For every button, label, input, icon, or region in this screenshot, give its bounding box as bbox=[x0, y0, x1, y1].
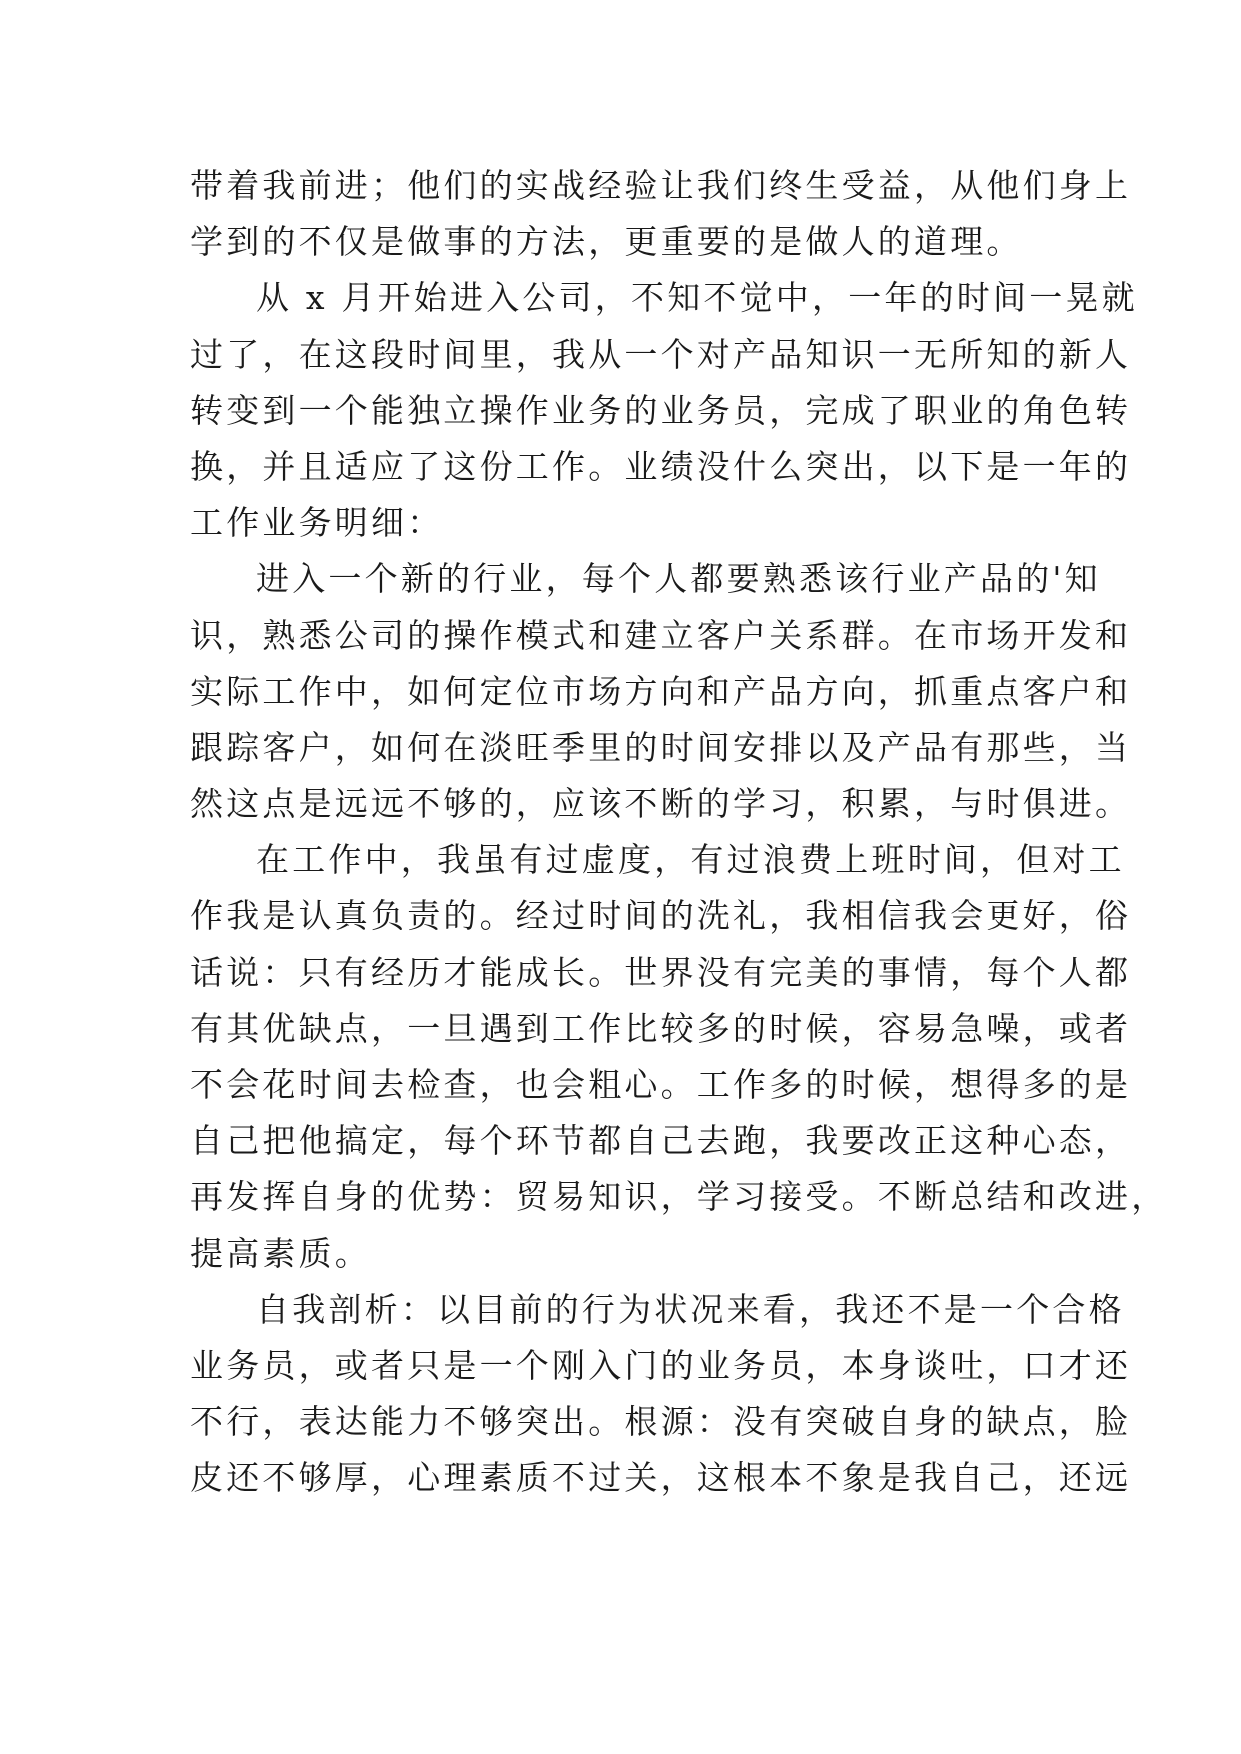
text-line: 不行，表达能力不够突出。根源：没有突破自身的缺点，脸 bbox=[190, 1402, 1132, 1442]
paragraph-first-line: 从 x 月开始进入公司，不知不觉中，一年的时间一晃就 bbox=[256, 278, 1138, 318]
text-line: 作我是认真负责的。经过时间的洗礼，我相信我会更好，俗 bbox=[190, 896, 1132, 936]
text-line: 再发挥自身的优势：贸易知识，学习接受。不断总结和改进， bbox=[190, 1177, 1168, 1217]
text-line: 识，熟悉公司的操作模式和建立客户关系群。在市场开发和 bbox=[190, 615, 1132, 655]
paragraph-first-line: 在工作中，我虽有过虚度，有过浪费上班时间，但对工 bbox=[256, 840, 1125, 880]
paragraph-first-line: 进入一个新的行业，每个人都要熟悉该行业产品的'知 bbox=[256, 559, 1101, 599]
text-line: 换，并且适应了这份工作。业绩没什么突出，以下是一年的 bbox=[190, 446, 1132, 486]
text-line: 过了，在这段时间里，我从一个对产品知识一无所知的新人 bbox=[190, 334, 1132, 374]
text-line: 皮还不够厚，心理素质不过关，这根本不象是我自己，还远 bbox=[190, 1458, 1132, 1498]
text-line: 不会花时间去检查，也会粗心。工作多的时候，想得多的是 bbox=[190, 1065, 1132, 1104]
text-line: 工作业务明细： bbox=[190, 503, 444, 543]
paragraph-first-line: 自我剖析：以目前的行为状况来看，我还不是一个合格 bbox=[256, 1289, 1125, 1329]
text-line: 话说：只有经历才能成长。世界没有完美的事情，每个人都 bbox=[190, 952, 1132, 992]
text-line: 实际工作中，如何定位市场方向和产品方向，抓重点客户和 bbox=[190, 671, 1132, 711]
text-line: 自己把他搞定，每个环节都自己去跑，我要改正这种心态， bbox=[190, 1121, 1132, 1161]
text-line: 带着我前进；他们的实战经验让我们终生受益，从他们身上 bbox=[190, 166, 1132, 205]
text-line: 有其优缺点，一旦遇到工作比较多的时候，容易急噪，或者 bbox=[190, 1008, 1132, 1048]
text-line: 提高素质。 bbox=[190, 1233, 371, 1273]
text-line: 学到的不仅是做事的方法，更重要的是做人的道理。 bbox=[190, 222, 1023, 262]
text-line: 然这点是远远不够的，应该不断的学习，积累，与时俱进。 bbox=[190, 784, 1132, 824]
text-line: 业务员，或者只是一个刚入门的业务员，本身谈吐，口才还 bbox=[190, 1345, 1132, 1385]
document-body bbox=[190, 158, 1168, 1507]
text-line: 转变到一个能独立操作业务的业务员，完成了职业的角色转 bbox=[190, 390, 1132, 430]
text-line: 跟踪客户，如何在淡旺季里的时间安排以及产品有那些，当 bbox=[190, 727, 1132, 767]
